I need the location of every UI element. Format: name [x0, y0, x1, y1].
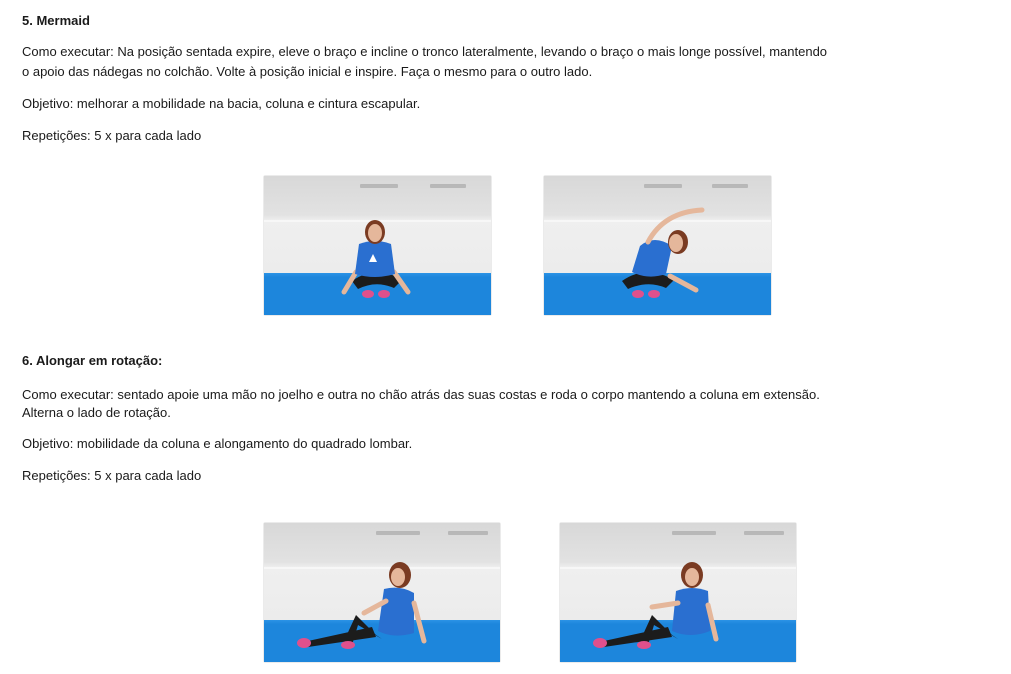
section-6-instructions-line-1: Como executar: sentado apoie uma mão no joelho e outra no chão atrás das suas costas e roda o corpo mantendo a coluna em extensão.: [22, 387, 820, 402]
section-5-objective: Objetivo: melhorar a mobilidade na bacia, coluna e cintura escapular.: [22, 96, 421, 111]
section-5-repetitions: Repetições: 5 x para cada lado: [22, 128, 202, 143]
section-5-heading: 5. Mermaid: [22, 13, 90, 28]
mermaid-bend-photo: [544, 176, 771, 315]
section-5-instructions-line-1: Como executar: Na posição sentada expire, eleve o braço e incline o tronco lateralmente, levando o braço o mais longe possível, mantendo: [22, 44, 828, 59]
section-6-repetitions: Repetições: 5 x para cada lado: [22, 468, 202, 483]
section-6-instructions-line-2: Alterna o lado de rotação.: [22, 405, 171, 420]
rotation-left-photo: [264, 523, 500, 662]
section-6-objective: Objetivo: mobilidade da coluna e alongamento do quadrado lombar.: [22, 436, 413, 451]
mermaid-start-photo: [264, 176, 491, 315]
section-5-instructions-line-2: o apoio das nádegas no colchão. Volte à posição inicial e inspire. Faça o mesmo para o outro lado.: [22, 64, 593, 79]
section-6-heading: 6. Alongar em rotação:: [22, 353, 163, 368]
rotation-right-photo: [560, 523, 796, 662]
